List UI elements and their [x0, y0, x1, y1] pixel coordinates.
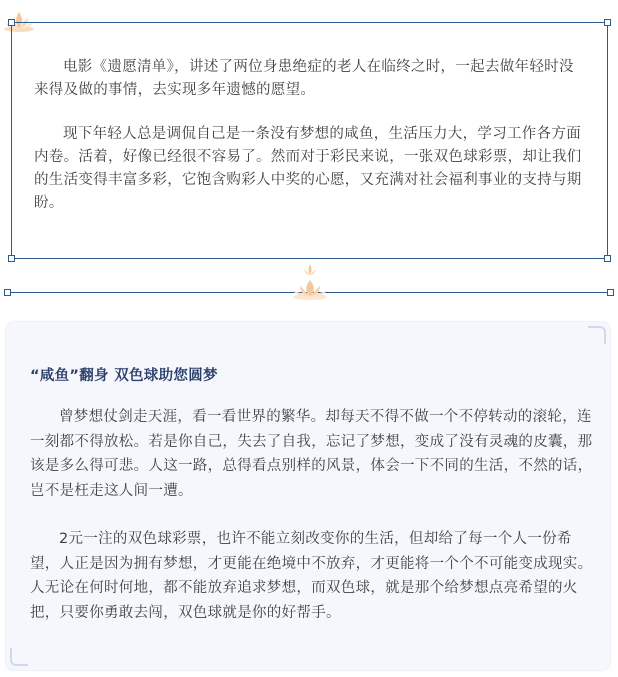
- section-paragraph: 2元一注的双色球彩票，也许不能立刻改变你的生活，但却给了每一个人一份希望，人正是因为拥有梦想，才更能在绝境中不放弃，才更能将一个个不可能变成现实。人无论在何时何地，都不能放弃追求梦想，而双色球，就是那个给梦想点亮希望的火把，只要你勇敢去闯，双色球就是你的好帮手。: [30, 531, 593, 621]
- section-paragraph: 曾梦想仗剑走天涯，看一看世界的繁华。却每天不得不做一个不停转动的滚轮，连一刻都不得放松。若是你自己，失去了自我，忘记了梦想，变成了没有灵魂的皮囊，那该是多么得可悲。人这一路，总得看点别样的风景，体会一下不同的生活，不然的话，岂不是枉走这人间一遭。: [30, 409, 593, 499]
- section-title: “咸鱼”翻身 双色球助您圆梦: [30, 368, 218, 384]
- section-text: [30, 405, 598, 649]
- frame-corner: [8, 19, 15, 26]
- lotus-decoration-icon: [290, 278, 330, 302]
- content-card: [6, 322, 610, 670]
- divider-end: [607, 289, 614, 296]
- frame-corner: [604, 19, 611, 26]
- frame-corner: [604, 255, 611, 262]
- intro-paragraph: 电影《遗愿清单》，讲述了两位身患绝症的老人在临终之时，一起去做年轻时没来得及做的事情，去实现多年遗憾的愿望。: [34, 59, 574, 98]
- intro-text: [34, 56, 582, 236]
- divider-end: [4, 289, 11, 296]
- card-corner-decoration: [10, 648, 28, 666]
- intro-paragraph: 现下年轻人总是调侃自己是一条没有梦想的咸鱼，生活压力大，学习工作各方面内卷。活着，好像已经很不容易了。然而对于彩民来说，一张双色球彩票，却让我们的生活变得丰富多彩，它饱含购彩人中奖的心愿，又充满对社会福利事业的支持与期盼。: [34, 126, 582, 211]
- card-corner-decoration: [588, 326, 606, 344]
- lotus-decoration-icon: [300, 262, 320, 278]
- frame-corner: [8, 255, 15, 262]
